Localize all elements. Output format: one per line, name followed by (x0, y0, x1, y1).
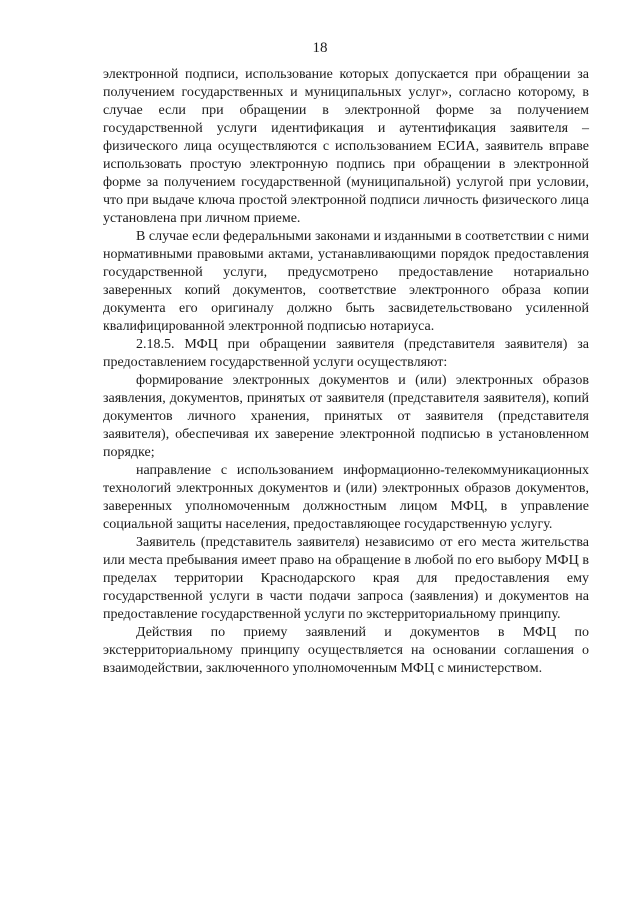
paragraph-section-2-18-5: 2.18.5. МФЦ при обращении заявителя (представителя заявителя) за предоставлением государственной услуги осуществляют: (103, 337, 589, 370)
document-body (103, 66, 589, 678)
paragraph-continuation: электронной подписи, использование которых допускается при обращении за получением государственных и муниципальных услуг», согласно которому, в случае если при обращении в электронной форме за получением государственной услуги идентификация и аутентификация заявителя – физического лица осуществляются с использованием ЕСИА, заявитель вправе использовать простую электронную подпись при обращении в электронной форме за получением государственной (муниципальной) услугой при условии, что при выдаче ключа простой электронной подписи личность физического лица установлена при личном приеме. (103, 67, 589, 226)
paragraph-formation: формирование электронных документов и (или) электронных образов заявления, документов, принятых от заявителя (представителя заявителя), копий документов личного хранения, принятых от заявителя (представителя заявителя), обеспечивая их заверение электронной подписью в установленном порядке; (103, 373, 589, 460)
page-number: 18 (312, 40, 328, 56)
paragraph-applicant-rights: Заявитель (представитель заявителя) независимо от его места жительства или места пребывания имеет право на обращение в любой по его выбору МФЦ в пределах территории Краснодарского края для предоставления ему государственной услуги в части подачи запроса (заявления) и документов на предоставление государственной услуги по экстерриториальному принципу. (103, 535, 589, 622)
paragraph-direction: направление с использованием информационно-телекоммуникационных технологий электронных документов и (или) электронных образов документов, заверенных уполномоченным должностным лицом МФЦ, в управление социальной защиты населения, предоставляющее государственную услугу. (103, 463, 589, 532)
paragraph-extraterritorial: Действия по приему заявлений и документов в МФЦ по экстерриториальному принципу осуществляется на основании соглашения о взаимодействии, заключенного уполномоченным МФЦ с министерством. (103, 625, 589, 676)
paragraph-notary: В случае если федеральными законами и изданными в соответствии с ними нормативными правовыми актами, устанавливающими порядок предоставления государственной услуги, предусмотрено предоставление нотариально заверенных копий документов, соответствие электронного образа копии документа его оригиналу должно быть засвидетельствовано усиленной квалифицированной электронной подписью нотариуса. (103, 229, 589, 334)
